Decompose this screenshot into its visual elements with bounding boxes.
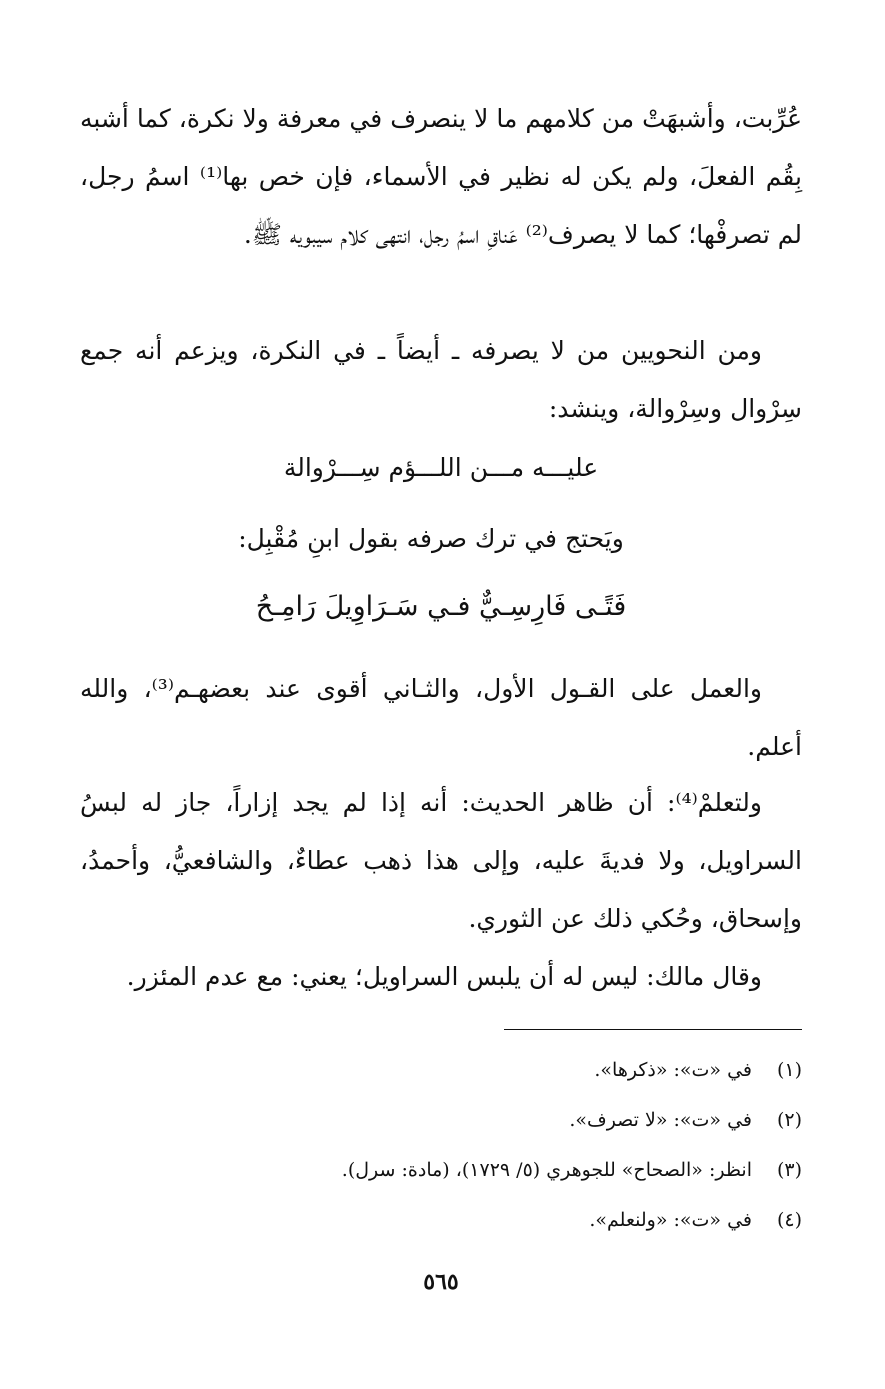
footnote-3	[80, 1145, 802, 1195]
footnote-number: (٢)	[776, 1109, 802, 1131]
footnote-text: في «ت»: «ذكرها».	[594, 1059, 752, 1081]
paragraph-5: وقال مالك: ليس له أن يلبس السراويل؛ يعني: مع عدم المئزر.	[126, 962, 762, 991]
paragraph-2: ومن النحويين من لا يصرفه ـ أيضاً ـ في النكرة، ويزعم أنه جمع سِرْوال وسِرْوالة، وينشد:	[80, 336, 802, 423]
footnote-number: (٤)	[776, 1209, 802, 1231]
footnote-2	[80, 1095, 802, 1145]
footnote-text: في «ت»: «ولنعلم».	[589, 1209, 752, 1231]
verse-2-intro: ويَحتج في ترك صرفه بقول ابنِ مُقْبِل:	[238, 524, 624, 553]
book-page	[80, 0, 802, 1389]
footnote-number: (١)	[776, 1059, 802, 1081]
footnote-text: انظر: «الصحاح» للجوهري (٥/ ١٧٢٩)، (مادة: سرل).	[341, 1159, 752, 1181]
paragraph-1: عُرِّبت، وأشبهَتْ من كلامهم ما لا ينصرف في معرفة ولا نكرة، كما أشبه بِقُم الفعلَ، ولم يكن له نظير في الأسماء، فإن خص بها⁽¹⁾ اسمُ رجل، لم تصرفْها؛ كما لا يصرف⁽²⁾ عَناقِ اسمُ رجل، انتهى كلام سيبويه ﷺ.	[80, 104, 803, 249]
paragraph-3: والعمل على القـول الأول، والثـاني أقوى عند بعضهـم⁽³⁾، والله أعلم.	[80, 674, 802, 761]
footnote-number: (٣)	[776, 1159, 802, 1181]
verse-2: فَتًـى فَارِسِـيٌّ فـي سَـرَاوِيلَ رَامِـحُ	[255, 591, 627, 622]
footnote-divider	[504, 1029, 802, 1030]
verse-1: عليـــه مـــن اللـــؤم سِـــرْوالة	[283, 453, 599, 482]
paragraph-4: ولتعلمْ⁽⁴⁾: أن ظاهر الحديث: أنه إذا لم يجد إزاراً، جاز له لبسُ السراويل، ولا فديةَ عليه، وإلى هذا ذهب عطاءٌ، والشافعيُّ، وأحمدُ، وإسحاق، وحُكي ذلك عن الثوري.	[80, 788, 802, 933]
footnote-4	[80, 1195, 802, 1245]
page-number: ٥٦٥	[423, 1269, 459, 1295]
footnotes	[80, 1045, 802, 1245]
footnote-1	[80, 1045, 802, 1095]
footnote-text: في «ت»: «لا تصرف».	[569, 1109, 752, 1131]
